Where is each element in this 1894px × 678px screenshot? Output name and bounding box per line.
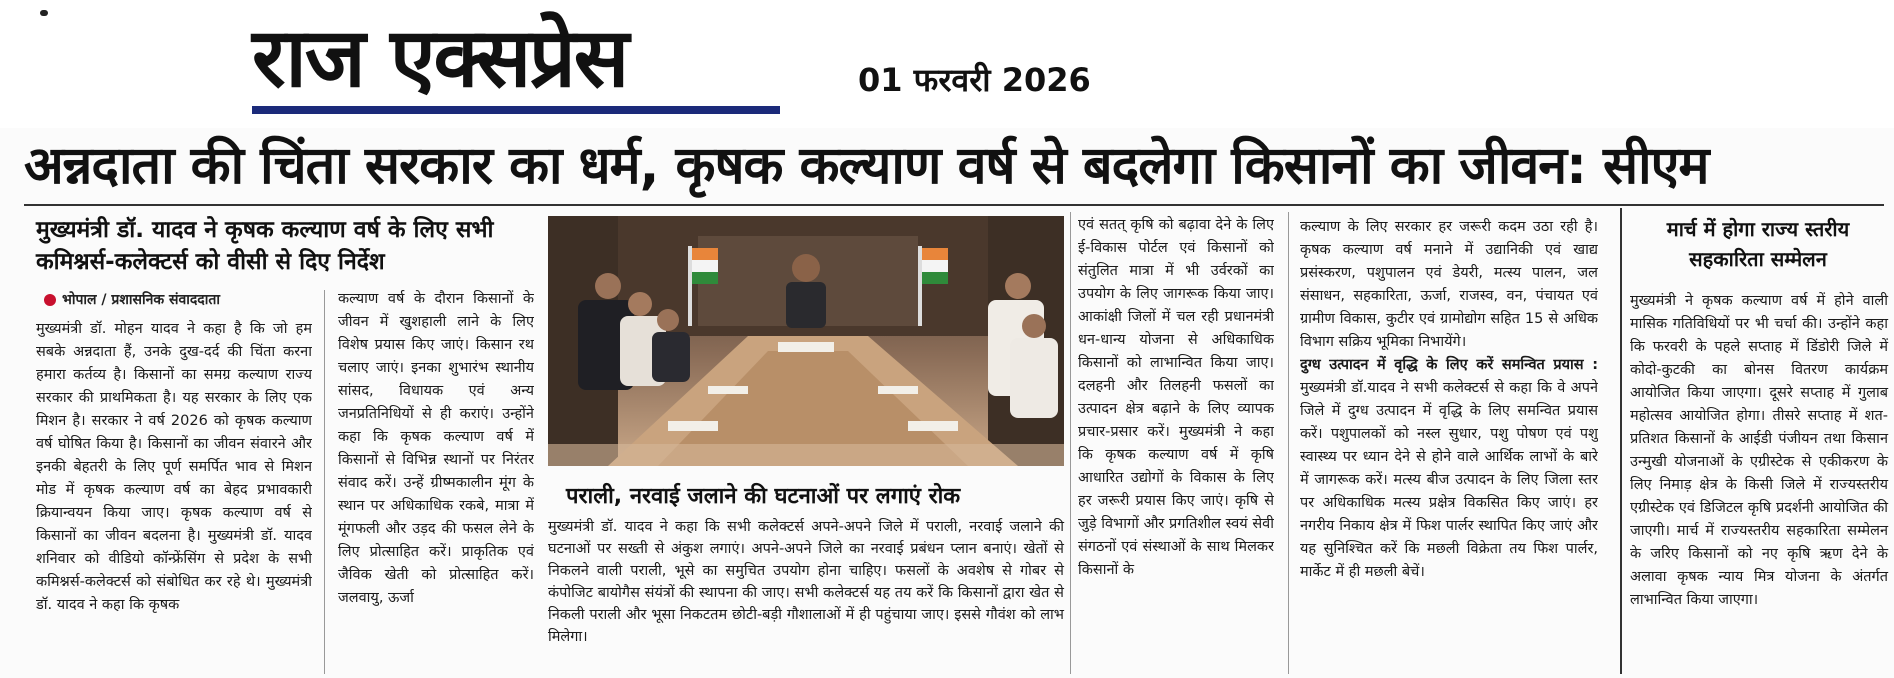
photo-caption-body: मुख्यमंत्री डॉ. यादव ने कहा कि सभी कलेक्टर्स अपने-अपने जिले में पराली, नरवाई जलाने की घटनाओं पर सख्ती से अंकुश लगाएं। अपने-अपने जिले का नरवाई प्रबंधन प्लान बनाएं। खेतों से निकलने वाली पराली, भूसे का समुचित उपयोग होना चाहिए। फसलों के अवशेष से गोबर से कंपोजिट बायोगैस संयंत्रों की स्थापना की जाए। सभी कलेक्टर्स यह तय करें कि किसानों द्वारा खेत से निकली पराली और भूसा निकटतम छोटी-बड़ी गौशालाओं में ही पहुंचाया जाए। इससे गौवंश को लाभ मिलेगा। [548, 519, 1064, 645]
article-column-1: मुख्यमंत्री डॉ. मोहन यादव ने कहा है कि जो हम सबके अन्नदाता हैं, उनके दुख-दर्द की चिंता करना हमारा कर्तव्य है। किसानों का समग्र कल्याण राज्य सरकार की प्राथमिकता है। यह सरकार के लिए एक मिशन है। सरकार ने वर्ष 2026 को कृषक कल्याण वर्ष घोषित किया है। किसानों का जीवन संवारने और इनकी बेहतरी के लिए पूर्ण समर्पित भाव से मिशन मोड में कृषक कल्याण वर्ष का बेहद प्रभावकारी क्रियान्वयन किया जाए। कृषक कल्याण वर्ष से किसानों का जीवन बदलना है। मुख्यमंत्री डॉ. यादव शनिवार को वीडियो कॉन्फ्रेंसिंग से प्रदेश के सभी कमिश्नर्स-कलेक्टर्स को संबोधित कर रहे थे। मुख्यमंत्री डॉ. यादव ने कहा कि कृषक [36, 321, 312, 613]
article-headline: अन्नदाता की चिंता सरकार का धर्म, कृषक कल्याण वर्ष से बदलेगा किसानों का जीवन: सीएम [24, 136, 1709, 196]
article-byline: भोपाल / प्रशासनिक संवाददाता [62, 292, 220, 308]
column-4-text-1: कल्याण के लिए सरकार हर जरूरी कदम उठा रही है। कृषक कल्याण वर्ष मनाने में उद्यानिकी एवं खाद्य प्रसंस्करण, पशुपालन एवं डेयरी, मत्स्य पालन, जल संसाधन, सहकारिता, ऊर्जा, राजस्व, वन, पंचायत एवं ग्रामीण विकास, कुटीर एवं ग्रामोद्योग सहित 15 से अधिक विभाग सक्रिय भूमिका निभायेंगे। [1300, 219, 1598, 350]
issue-date: 01 फरवरी 2026 [858, 61, 1091, 99]
meeting-photo [548, 216, 1064, 466]
meeting-photo-image [548, 216, 1064, 466]
photo-caption-title: पराली, नरवाई जलाने की घटनाओं पर लगाएं रोक [566, 484, 961, 509]
sidebar-title: मार्च में होगा राज्य स्तरीय सहकारिता सम्मेलन [1666, 217, 1850, 271]
column-divider [324, 290, 325, 674]
article-column-3: एवं सतत् कृषि को बढ़ावा देने के लिए ई-विकास पोर्टल एवं किसानों को संतुलित मात्रा में भी उर्वरकों का उपयोग के लिए जागरूक किया जाए। आकांक्षी जिलों में चल रही प्रधानमंत्री धन-धान्य योजना से अधिकाधिक किसानों को लाभान्वित किया जाए। दलहनी और तिलहनी फसलों का उत्पादन क्षेत्र बढ़ाने के लिए व्यापक प्रचार-प्रसार करें। मुख्यमंत्री ने कहा कि कृषक कल्याण वर्ष में कृषि आधारित उद्योगों के विकास के लिए हर जरूरी प्रयास किए जाएं। कृषि से जुड़े विभागों और प्रगतिशील स्वयं सेवी संगठनों एवं संस्थाओं के साथ मिलकर किसानों के [1078, 217, 1274, 578]
subsection-lead: दुग्ध उत्पादन में वृद्धि के लिए करें समन्वित प्रयास : [1300, 357, 1598, 373]
masthead-title: राज एक्सप्रेस [252, 11, 628, 106]
article-column-2: कल्याण वर्ष के दौरान किसानों के जीवन में खुशहाली लाने के लिए विशेष प्रयास किए जाएं। किसान रथ चलाए जाएं। इनका शुभारंभ स्थानीय सांसद, विधायक एवं अन्य जनप्रतिनिधियों से ही कराएं। उन्होंने कहा कि कृषक कल्याण वर्ष में किसानों से विभिन्न स्थानों पर निरंतर संवाद करें। उन्हें ग्रीष्मकालीन मूंग के स्थान पर अधिकाधिक रकबे, मात्रा में मूंगफली और उड़द की फसल लेने के लिए प्रोत्साहित करें। प्राकृतिक एवं जैविक खेती को प्रोत्साहित करें। जलवायु, ऊर्जा [338, 291, 534, 606]
article-subhead: मुख्यमंत्री डॉ. यादव ने कृषक कल्याण वर्ष के लिए सभी कमिश्नर्स-कलेक्टर्स को वीसी से दिए निर्देश [36, 217, 494, 275]
column-4-text-2: मुख्यमंत्री डॉ.यादव ने सभी कलेक्टर्स से कहा कि वे अपने जिले में दुग्ध उत्पादन में वृद्धि के लिए समन्वित प्रयास करें। पशुपालकों को नस्ल सुधार, पशु पोषण एवं पशु स्वास्थ्य पर ध्यान देने से होने वाले आर्थिक लाभों के बारे में जागरूक करें। मत्स्य बीज उत्पादन के लिए जिला स्तर पर अधिकाधिक मत्स्य प्रक्षेत्र विकसित किए जाएं। हर नगरीय निकाय क्षेत्र में फिश पार्लर स्थापित किए जाएं और यह सुनिश्चित करें कि मछली विक्रेता तय फिश पार्लर, मार्केट में ही मछली बेचें। [1300, 380, 1598, 580]
headline-rule [24, 204, 1884, 206]
sidebar-body: मुख्यमंत्री ने कृषक कल्याण वर्ष में होने वाली मासिक गतिविधियों पर भी चर्चा की। उन्होंने कहा कि फरवरी के पहले सप्ताह में डिंडोरी जिले में कोदो-कुटकी का बोनस वितरण कार्यक्रम आयोजित किया जाएगा। दूसरे सप्ताह में गुलाब महोत्सव आयोजित होगा। तीसरे सप्ताह में शत-प्रतिशत किसानों के आईडी पंजीयन तथा किसान उन्मुखी योजनाओं के एग्रीस्टेक से एकीकरण के लिए निमाड़ क्षेत्र के किसी जिले में राज्यस्तरीय एग्रीस्टेक एवं डिजिटल कृषि प्रदर्शनी आयोजित की जाएगी। मार्च में राज्यस्तरीय सहकारिता सम्मेलन के जरिए किसानों को नए कृषि ऋण देने के अलावा कृषक न्याय मित्र योजना के अंतर्गत लाभान्वित किया जाएगा। [1630, 293, 1888, 608]
sidebar-box [1620, 208, 1892, 674]
photo-caption [548, 476, 1064, 666]
byline-bullet-icon [44, 294, 56, 306]
scan-mark [40, 10, 48, 16]
masthead [252, 11, 782, 114]
article-column-4 [1300, 216, 1598, 674]
column-divider [1070, 212, 1071, 674]
masthead-rule [252, 106, 780, 114]
column-divider [1288, 212, 1289, 674]
